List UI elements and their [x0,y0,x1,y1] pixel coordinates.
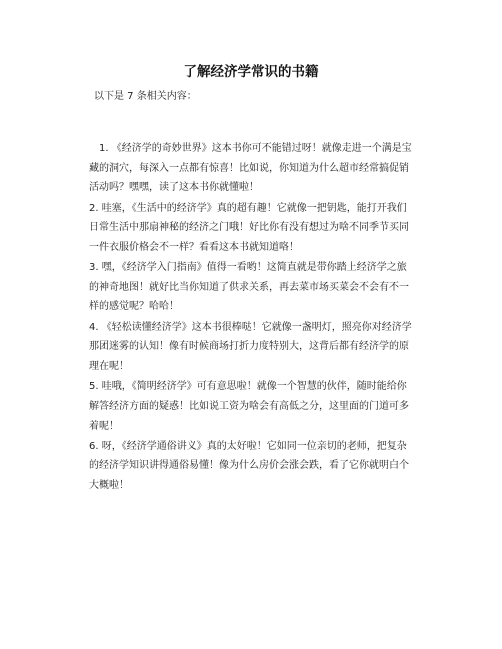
list-item-3: 3. 嘿，《经济学入门指南》值得一看哟！这简直就是带你踏上经济学之旅的神奇地图！就好比当你知道了供求关系，再去菜市场买菜会不会有不一样的感觉呢？哈哈！ [89,262,409,313]
list-item-6: 6. 呀，《经济学通俗讲义》真的太好啦！它如同一位亲切的老师，把复杂的经济学知识讲得通俗易懂！像为什么房价会涨会跌，看了它你就明白个大概啦！ [89,440,409,492]
intro-text: 以下是 7 条相关内容： [94,91,197,102]
list-item-1: 1. 《经济学的奇妙世界》这本书你可不能错过呀！就像走进一个满是宝藏的洞穴，每深入一点都有惊喜！比如说，你知道为什么超市经常搞促销活动吗？嘿嘿，读了这本书你就懂啦！ [89,143,412,194]
item-list [89,139,415,496]
list-item-4: 4. 《轻松读懂经济学》这本书很棒哒！它就像一盏明灯，照亮你对经济学那团迷雾的认知！像有时候商场打折力度特别大，这背后都有经济学的原理在呢！ [89,321,412,372]
list-item-2: 2. 哇塞，《生活中的经济学》真的超有趣！它就像一把钥匙，能打开我们日常生活中那扇神秘的经济之门哦！好比你有没有想过为啥不同季节买同一件衣服价格会不一样？看看这本书就知道咯！ [89,202,409,253]
list-item-5: 5. 哇哦，《简明经济学》可有意思啦！就像一个智慧的伙伴，随时能给你解答经济方面的疑惑！比如说工资为啥会有高低之分，这里面的门道可多着呢！ [89,381,409,432]
document-title: 了解经济学常识的书籍 [183,64,319,80]
